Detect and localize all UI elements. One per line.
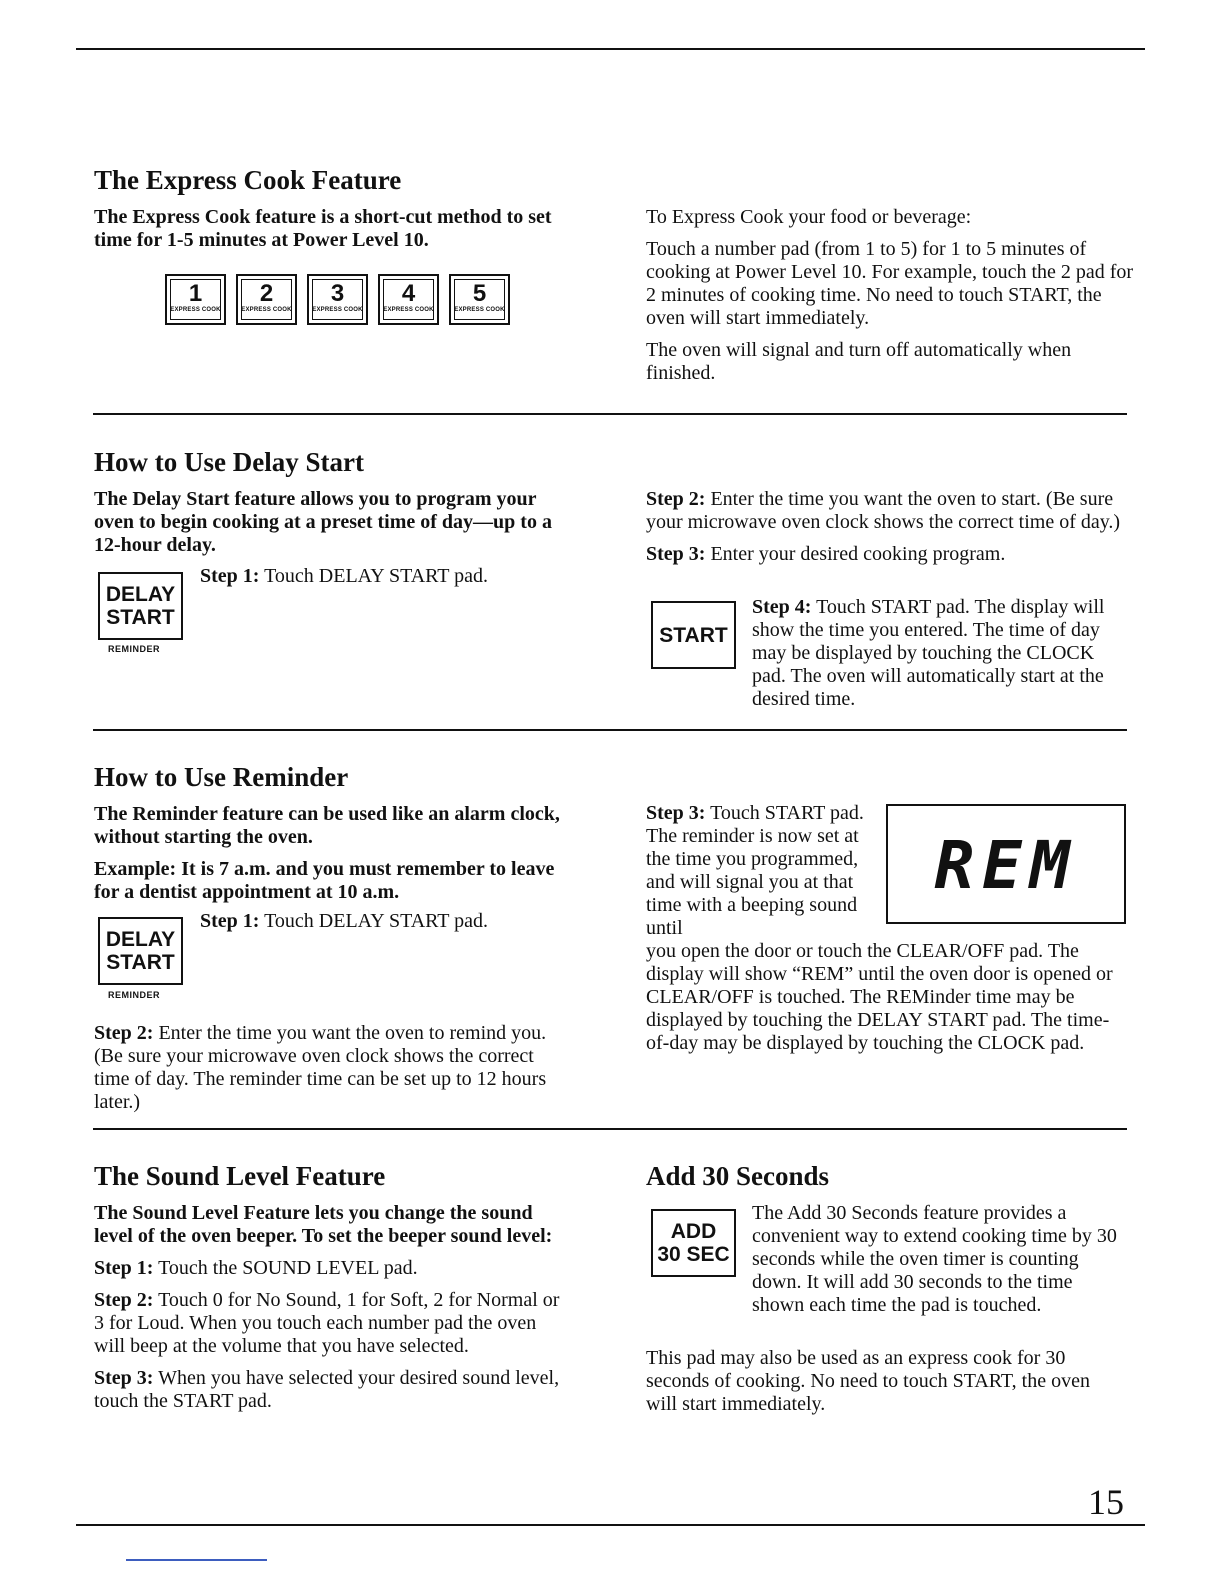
sound-level-title: The Sound Level Feature (94, 1161, 386, 1191)
display-text: REM (934, 827, 1078, 904)
express-cook-right-p2: Touch a number pad (from 1 to 5) for 1 to 5 minutes of cooking at Power Level 10. For example, touch the 2 pad for 2 minutes of cooking time. No need to touch START, the oven will start immediately. (646, 238, 1134, 329)
pad-number: 2 (259, 280, 274, 307)
express-cook-title: The Express Cook Feature (94, 165, 402, 195)
reminder-caption: REMINDER (108, 990, 161, 1000)
reminder-example: Example: It is 7 a.m. and you must remember to leave for a dentist appointment at 10 a.m. (94, 858, 555, 903)
pad-label: EXPRESS COOK (241, 307, 292, 313)
pad-line2: START (106, 606, 175, 629)
reminder-step2 (94, 1022, 564, 1123)
express-cook-pad-2[interactable] (236, 274, 297, 325)
step-label: Step 1: (94, 1257, 154, 1279)
step-label: Step 1: (200, 565, 260, 587)
add-30-sec-pad[interactable] (651, 1209, 736, 1277)
step-label: Step 3: (94, 1367, 154, 1389)
delay-start-right (646, 488, 1126, 575)
paragraph: The Add 30 Seconds feature provides a convenient way to extend cooking time by 30 seconds while the oven timer is counting down. It will add 30 seconds to the time shown each time the pad is touched. (752, 1202, 1117, 1316)
pad-line1: DELAY (105, 583, 176, 606)
section-divider (93, 729, 1127, 731)
top-rule (76, 48, 1145, 50)
step-label: Step 3: (646, 802, 706, 824)
pad-number: 3 (330, 280, 345, 307)
reminder-delay-start-pad[interactable] (98, 917, 183, 985)
start-pad[interactable] (651, 601, 736, 669)
step-text: Touch 0 for No Sound, 1 for Soft, 2 for Normal or 3 for Loud. When you touch each number pad the oven will beep at the volume that you have selected. (94, 1289, 560, 1357)
pad-line1: START (659, 623, 728, 647)
step-label: Step 4: (752, 596, 812, 618)
add-30-seconds-p1 (752, 1202, 1127, 1326)
reminder-step3-b (646, 940, 1126, 1064)
reminder-left (94, 803, 564, 913)
express-cook-pad-3[interactable] (307, 274, 368, 325)
pad-number: 1 (188, 280, 203, 307)
step-label: Step 3: (646, 543, 706, 565)
express-cook-right-p3: The oven will signal and turn off automatically when finished. (646, 339, 1072, 384)
bottom-rule (76, 1524, 1145, 1526)
step-text: Touch START pad. The reminder is now set at the time you programmed, and will signal you at that time with a beeping sound until (646, 802, 864, 939)
sound-level-intro: The Sound Level Feature lets you change the sound level of the oven beeper. To set the beeper sound level: (94, 1202, 553, 1247)
pad-number: 4 (401, 280, 416, 307)
reminder-intro: The Reminder feature can be used like an alarm clock, without starting the oven. (94, 803, 560, 848)
pad-label: EXPRESS COOK (170, 307, 221, 313)
pad-label: EXPRESS COOK (383, 307, 434, 313)
delay-step1 (200, 565, 570, 597)
pad-line1: ADD (670, 1220, 717, 1243)
express-cook-right (646, 206, 1136, 394)
paragraph: This pad may also be used as an express cook for 30 seconds of cooking. No need to touch START, the oven will start immediately. (646, 1347, 1090, 1415)
pad-line2: START (106, 951, 175, 974)
reminder-caption: REMINDER (108, 644, 161, 654)
express-cook-intro: The Express Cook feature is a short-cut method to set time for 1-5 minutes at Power Level 10. (94, 206, 552, 251)
reminder-step1 (200, 910, 570, 942)
step-text: Touch START pad. The display will show the time you entered. The time of day may be displayed by touching the CLOCK pad. The oven will automatically start at the desired time. (752, 596, 1105, 710)
express-cook-left (94, 206, 584, 261)
express-cook-pad-1[interactable] (165, 274, 226, 325)
pad-line1: DELAY (105, 928, 176, 951)
step-text: Enter the time you want the oven to start. (Be sure your microwave oven clock shows the correct time of day.) (646, 488, 1121, 533)
oven-display (886, 804, 1126, 924)
pad-number: 5 (472, 280, 487, 307)
step-label: Step 2: (646, 488, 706, 510)
step-label: Step 2: (94, 1289, 154, 1311)
add-30-seconds-title: Add 30 Seconds (646, 1161, 830, 1191)
delay-start-pad[interactable] (98, 572, 183, 640)
pad-label: EXPRESS COOK (454, 307, 505, 313)
pad-line2: 30 SEC (657, 1243, 730, 1266)
express-cook-pad-4[interactable] (378, 274, 439, 325)
step-text: Touch DELAY START pad. (264, 565, 489, 587)
step-text: When you have selected your desired sound level, touch the START pad. (94, 1367, 560, 1412)
step-label: Step 2: (94, 1022, 154, 1044)
footer-accent-line (126, 1559, 267, 1561)
reminder-step3-a (646, 802, 878, 940)
step-text: Touch DELAY START pad. (264, 910, 489, 932)
express-cook-pad-5[interactable] (449, 274, 510, 325)
step-text: Enter your desired cooking program. (710, 543, 1006, 565)
page-number: 15 (1088, 1482, 1124, 1522)
delay-start-left (94, 488, 564, 566)
delay-start-title: How to Use Delay Start (94, 447, 364, 477)
sound-level-body (94, 1202, 564, 1422)
step-text: Touch the SOUND LEVEL pad. (158, 1257, 418, 1279)
step-text: Enter the time you want the oven to remind you. (Be sure your microwave oven clock shows the correct time of day. The reminder time can be set up to 12 hours later.) (94, 1022, 547, 1113)
step-text: you open the door or touch the CLEAR/OFF pad. The display will show “REM” until the oven door is opened or CLEAR/OFF is touched. The REMinder time may be displayed by touching the DELAY START pad. The time-of-day may be displayed by touching the CLOCK pad. (646, 940, 1113, 1054)
section-divider (93, 413, 1127, 415)
delay-start-intro: The Delay Start feature allows you to program your oven to begin cooking at a preset time of day—up to a 12-hour delay. (94, 488, 552, 556)
add-30-seconds-p2 (646, 1347, 1126, 1425)
rem-display-readout (906, 824, 1106, 904)
section-divider (93, 1128, 1127, 1130)
express-cook-right-p1: To Express Cook your food or beverage: (646, 206, 972, 228)
reminder-title: How to Use Reminder (94, 762, 349, 792)
delay-step4 (752, 596, 1132, 720)
step-label: Step 1: (200, 910, 260, 932)
pad-label: EXPRESS COOK (312, 307, 363, 313)
